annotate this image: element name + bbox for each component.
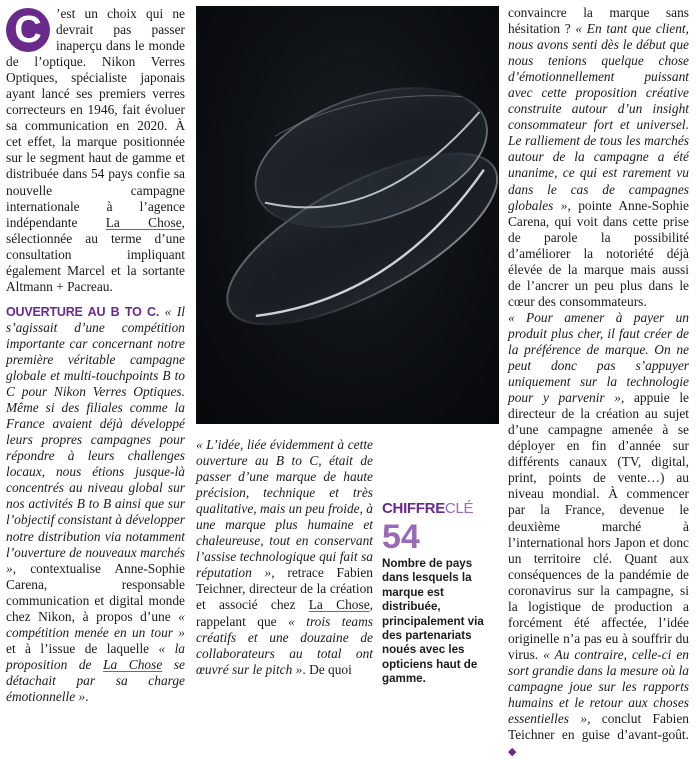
lens-photo [196, 6, 499, 424]
section-paragraph: OUVERTURE AU B TO C. « Il s’agissait d’une compétition importante car concernant notre première véritable campagne globale et multi-touchpoints B to C pour Nikon Verres Optiques. Même si des filiales comme la France avaient déjà développé leurs propres campagnes pour répondre à leurs challenges locaux, nous étions jusque-là concentrés au niveau global sur nos activités B to B ainsi que sur l’objectif consistant à développer notre distribution via notamment l’ouverture de nouveaux marchés », contextualise Anne-Sophie Carena, responsable communication et digital monde chez Nikon, à propos d’une « compétition menée en un tour » et à l’issue de laquelle « la proposition de La Chose se détachait par sa charge émotionnelle ». [6, 303, 185, 704]
key-figure-box [382, 500, 502, 687]
middle-paragraph: « L’idée, liée évidemment à cette ouverture au B to C, était de passer d’une marque de haute précision, technique et très qualitative, mais un peu froide, à une marque plus humaine et chaleureuse, tout en conservant l’assise technologique qui fait sa réputation », retrace Fabien Teichner, directeur de la création et associé chez La Chose, rappelant que « trois teams créatifs et une douzaine de collaborateurs au total ont œuvré sur le pitch ». De quoi [196, 437, 374, 677]
key-figure-kicker: CHIFFRECLÉ [382, 500, 474, 517]
article-column-left [6, 6, 185, 705]
lens-illustration [196, 6, 499, 424]
intro-paragraph: C ’est un choix qui ne devrait pas passer inaperçu dans le monde de l’optique. Nikon Verres Optiques, spécialiste japonais ayant lancé ses premiers verres correcteurs en 1946, fait évoluer sa communication en 2020. À cet effet, la marque positionnée sur le segment haut de gamme et distribuée dans 54 pays confie sa nouvelle campagne internationale à l’agence indépendante La Chose, sélectionnée au terme d’une consultation impliquant également Marcel et la sortante Altmann + Pacreau. [6, 6, 186, 294]
key-figure-number: 54 [382, 518, 420, 556]
key-figure-text: Nombre de pays dans lesquels la marque est distribuée, principalement via des partenariats noués avec les opticiens haut de gamme. [382, 557, 484, 686]
end-mark-icon: ◆ [508, 745, 517, 759]
right-paragraph-2: « Pour amener à payer un produit plus cher, il faut créer de la préférence de marque. On ne peut donc pas s’appuyer uniquement sur la technologie pour y parvenir », appuie le directeur de la création au sujet d’une campagne amenée à se déployer en fin d’année sur différents canaux (TV, digital, print, points de vente…) au niveau mondial. À commencer par la France, devenue le deuxième marché à l’international hors Japon et donc un territoire clé. Quant aux conséquences de la pandémie de coronavirus sur la campagne, si la logistique de production a forcément été affectée, l’idée originelle n’a pas eu à souffrir du virus. « Au contraire, celle-ci en sort grandie dans la mesure où la campagne joue sur les rapports humains et le retour aux choses essentielles », conclut Fabien Teichner en guise d’avant-goût. ◆ [508, 309, 690, 759]
right-paragraph-1: convaincre la marque sans hésitation ? « En tant que client, nous avons senti dès le début que nous tenions quelque chose d’émotionnellement puissant avec cette proposition créative construite autour d’un insight consommateur fort et universel. Le ralliement de tous les marchés autour de la campagne a été unanime, ce qui est rarement vu dans le cas de campagnes globales », pointe Anne-Sophie Carena, qui voit dans cette prise de parole la possibilité d’améliorer la notoriété déjà élevée de la marque mais aussi de l’ancrer un peu plus dans le cœur des consommateurs. [508, 5, 689, 309]
article-column-middle [196, 437, 373, 678]
drop-cap: C [6, 8, 50, 52]
brand-name: La Chose [105, 214, 182, 230]
brand-name: La Chose [308, 597, 370, 613]
brand-name: La Chose [103, 656, 163, 672]
section-heading: OUVERTURE AU B TO C. [6, 304, 160, 319]
article-column-right [508, 5, 689, 760]
